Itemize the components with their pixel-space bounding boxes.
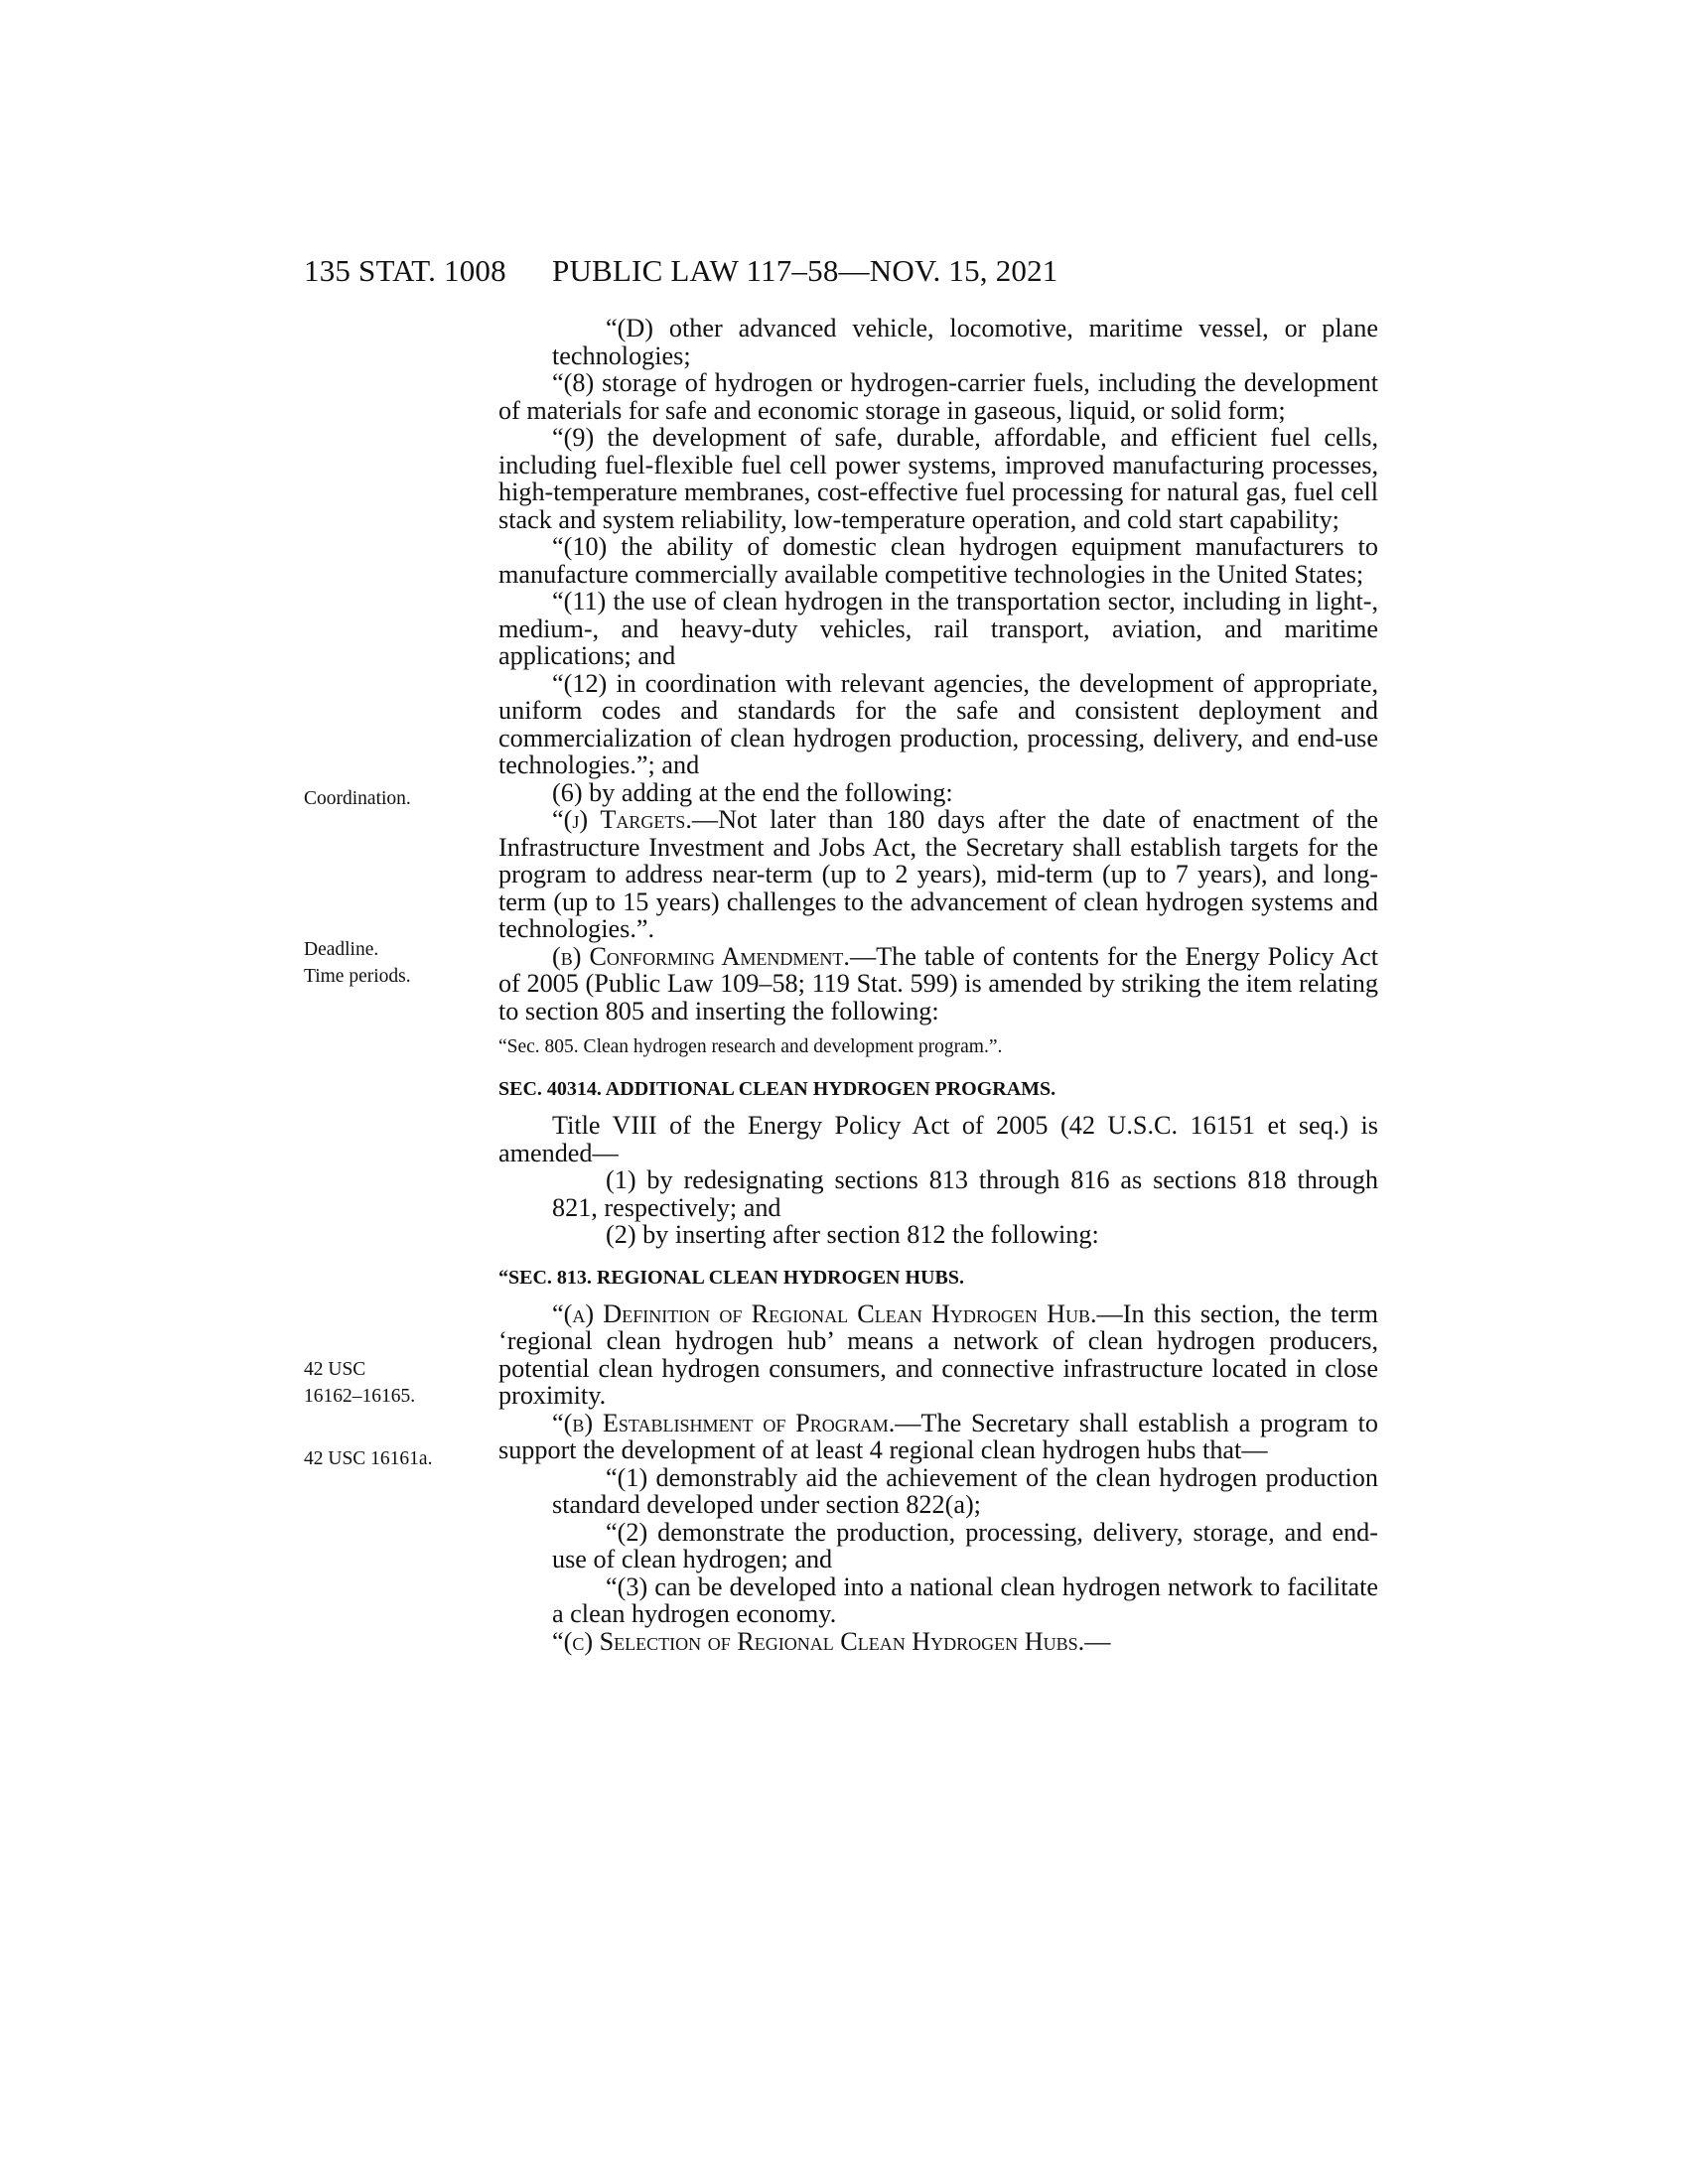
- margin-note-deadline: [304, 936, 411, 990]
- amendment-item-2: (2) by inserting after section 812 the following:: [606, 1220, 1099, 1249]
- subsection-heading: (b) Conforming Amendment.—: [552, 941, 877, 971]
- subsection-a-definition: [498, 1300, 1378, 1410]
- paragraph-12: “(12) in coordination with relevant agencies, the development of appropriate, uniform codes and standards for the safe and consistent deployment and commercialization of clean hydrogen production, processing, delivery, and end-use technologies.”; and: [498, 668, 1378, 779]
- paragraph-10: “(10) the ability of domestic clean hydrogen equipment manufacturers to manufacture commercially available competitive technologies in the United States;: [498, 532, 1378, 589]
- margin-note-usc-16161a: [304, 1445, 432, 1472]
- subsection-b-establishment: [498, 1410, 1378, 1464]
- page-reference: 135 STAT. 1008: [304, 253, 506, 288]
- margin-note-coordination: [304, 785, 411, 812]
- subsection-b-conforming-amendment: [498, 943, 1378, 1025]
- margin-note-line: Coordination.: [304, 788, 411, 809]
- page-title: PUBLIC LAW 117–58—NOV. 15, 2021: [552, 253, 1058, 288]
- amendment-item-1: (1) by redesignating sections 813 through 816 as sections 818 through 821, respectively; and: [552, 1165, 1378, 1222]
- hub-criterion-3: “(3) can be developed into a national clean hydrogen network to facilitate a clean hydrogen economy.: [552, 1571, 1378, 1628]
- subsection-heading: “(b) Establishment of Program.—: [552, 1408, 921, 1437]
- subsection-text: The table of contents for the Energy Policy Act of 2005 (Public Law 109–58; 119 Stat. 599) is amended by striking the item relating to section 805 and inserting the following:: [498, 941, 1378, 1025]
- margin-note-line: 16162–16165.: [304, 1386, 416, 1407]
- subsection-heading: “(a) Definition of Regional Clean Hydrogen Hub.—: [552, 1298, 1123, 1328]
- hub-criterion-2: “(2) demonstrate the production, processing, delivery, storage, and end-use of clean hydrogen; and: [552, 1517, 1378, 1573]
- section-intro: Title VIII of the Energy Policy Act of 2005 (42 U.S.C. 16151 et seq.) is amended—: [498, 1111, 1378, 1167]
- statute-body: [498, 315, 1378, 1655]
- item-6: (6) by adding at the end the following:: [552, 777, 953, 807]
- section-heading-813: “SEC. 813. REGIONAL CLEAN HYDROGEN HUBS.: [498, 1266, 964, 1289]
- margin-note-line: Deadline.: [304, 939, 379, 960]
- subsection-c-selection: [498, 1628, 1378, 1656]
- clause-d: “(D) other advanced vehicle, locomotive, maritime vessel, or plane technologies;: [552, 314, 1378, 370]
- paragraph-11: “(11) the use of clean hydrogen in the transportation sector, including in light-, medium-, and heavy-duty vehicles, rail transport, aviation, and maritime applications; and: [498, 587, 1378, 670]
- section-heading-40314: SEC. 40314. ADDITIONAL CLEAN HYDROGEN PROGRAMS.: [498, 1078, 1056, 1100]
- subsection-text: Not later than 180 days after the date of enactment of the Infrastructure Investment and Jobs Act, the Secretary shall establish targets for the program to address near-term (up to 2 years), mid-term (up to 7 years), and long-term (up to 15 years) challenges to the advancement of clean hydrogen systems and technologies.”.: [498, 805, 1378, 943]
- subsection-text: In this section, the term ‘regional clean hydrogen hub’ means a network of clean hydrogen producers, potential clean hydrogen consumers, and connective infrastructure located in close proximity.: [498, 1298, 1378, 1410]
- paragraph-8: “(8) storage of hydrogen or hydrogen-carrier fuels, including the development of materials for safe and economic storage in gaseous, liquid, or solid form;: [498, 368, 1378, 425]
- margin-note-usc-citation: [304, 1356, 415, 1410]
- subsection-heading: “(j) Targets.—: [552, 805, 719, 834]
- margin-note-line: 42 USC 16161a.: [304, 1448, 433, 1469]
- subsection-j-targets: [498, 806, 1378, 943]
- paragraph-9: “(9) the development of safe, durable, affordable, and efficient fuel cells, including fuel-flexible fuel cell power systems, improved manufacturing processes, high-temperature membranes, cost-effective fuel processing for natural gas, fuel cell stack and system reliability, low-temperature operation, and cold start capability;: [498, 423, 1378, 534]
- margin-note-line: 42 USC: [304, 1359, 366, 1380]
- subsection-heading: “(c) Selection of Regional Clean Hydrogen Hubs.—: [552, 1626, 1111, 1656]
- hub-criterion-1: “(1) demonstrably aid the achievement of the clean hydrogen production standard developed under section 822(a);: [552, 1462, 1378, 1519]
- subsection-text: The Secretary shall establish a program to support the development of at least 4 regional clean hydrogen hubs that—: [498, 1408, 1378, 1464]
- margin-note-line: Time periods.: [304, 966, 411, 987]
- toc-entry: “Sec. 805. Clean hydrogen research and development program.”.: [498, 1036, 1003, 1057]
